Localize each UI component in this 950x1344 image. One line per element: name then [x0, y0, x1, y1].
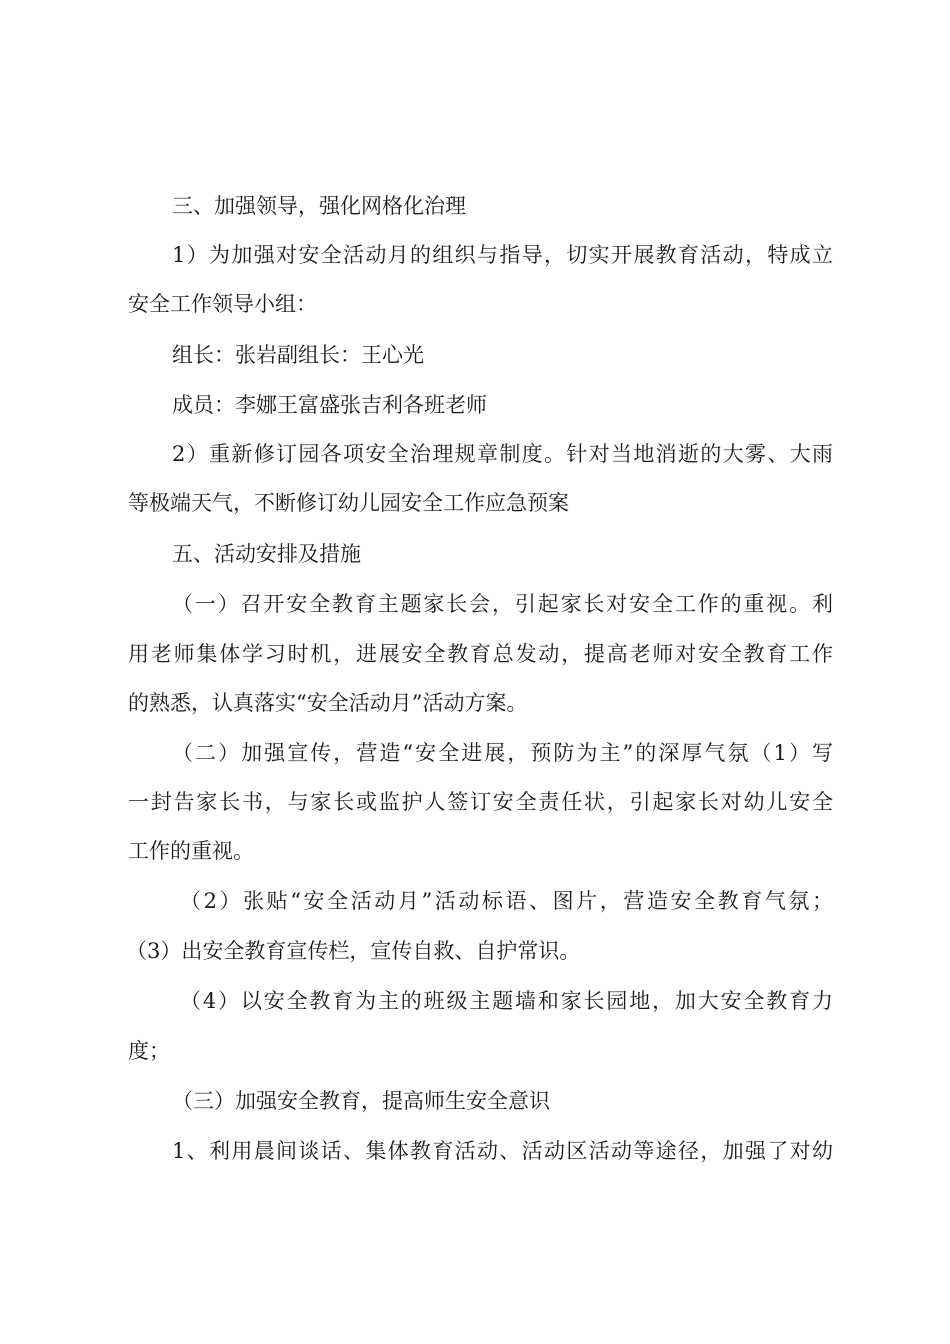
paragraph-line: 的熟悉，认真落实“安全活动月”活动方案。: [128, 691, 528, 715]
section-heading-3: 三、加强领导，强化网格化治理: [172, 194, 466, 218]
paragraph-line: 2）重新修订园各项安全治理规章制度。针对当地消逝的大雾、大雨: [172, 442, 833, 466]
paragraph-line: （一）召开安全教育主题家长会，引起家长对安全工作的重视。利: [172, 592, 833, 616]
paragraph-line: 安全工作领导小组：: [128, 292, 317, 316]
section-heading-5: 五、活动安排及措施: [172, 542, 361, 566]
paragraph-line: （2）张贴“安全活动月”活动标语、图片，营造安全教育气氛；: [180, 889, 833, 913]
paragraph-line: 1、利用晨间谈话、集体教育活动、活动区活动等途径，加强了对幼: [172, 1139, 833, 1163]
paragraph-line: （二）加强宣传，营造“安全进展，预防为主”的深厚气氛（1）写: [172, 741, 833, 765]
paragraph-line: 组长：张岩副组长：王心光: [172, 343, 424, 367]
paragraph-line: 用老师集体学习时机，进展安全教育总发动，提高老师对安全教育工作: [128, 642, 833, 666]
paragraph-line: （4）以安全教育为主的班级主题墙和家长园地，加大安全教育力: [180, 989, 833, 1013]
paragraph-line: 1）为加强对安全活动月的组织与指导，切实开展教育活动，特成立: [172, 243, 833, 267]
paragraph-line: 成员：李娜王富盛张吉利各班老师: [172, 393, 487, 417]
paragraph-line: 等极端天气，不断修订幼儿园安全工作应急预案: [128, 491, 569, 515]
section-heading-3-sub: （三）加强安全教育，提高师生安全意识: [172, 1089, 550, 1113]
paragraph-line: 一封告家长书，与家长或监护人签订安全责任状，引起家长对幼儿安全: [128, 790, 833, 814]
paragraph-line: 工作的重视。: [128, 839, 254, 863]
paragraph-line: 度；: [128, 1039, 170, 1063]
paragraph-line: （3）出安全教育宣传栏，宣传自救、自护常识。: [126, 939, 581, 963]
